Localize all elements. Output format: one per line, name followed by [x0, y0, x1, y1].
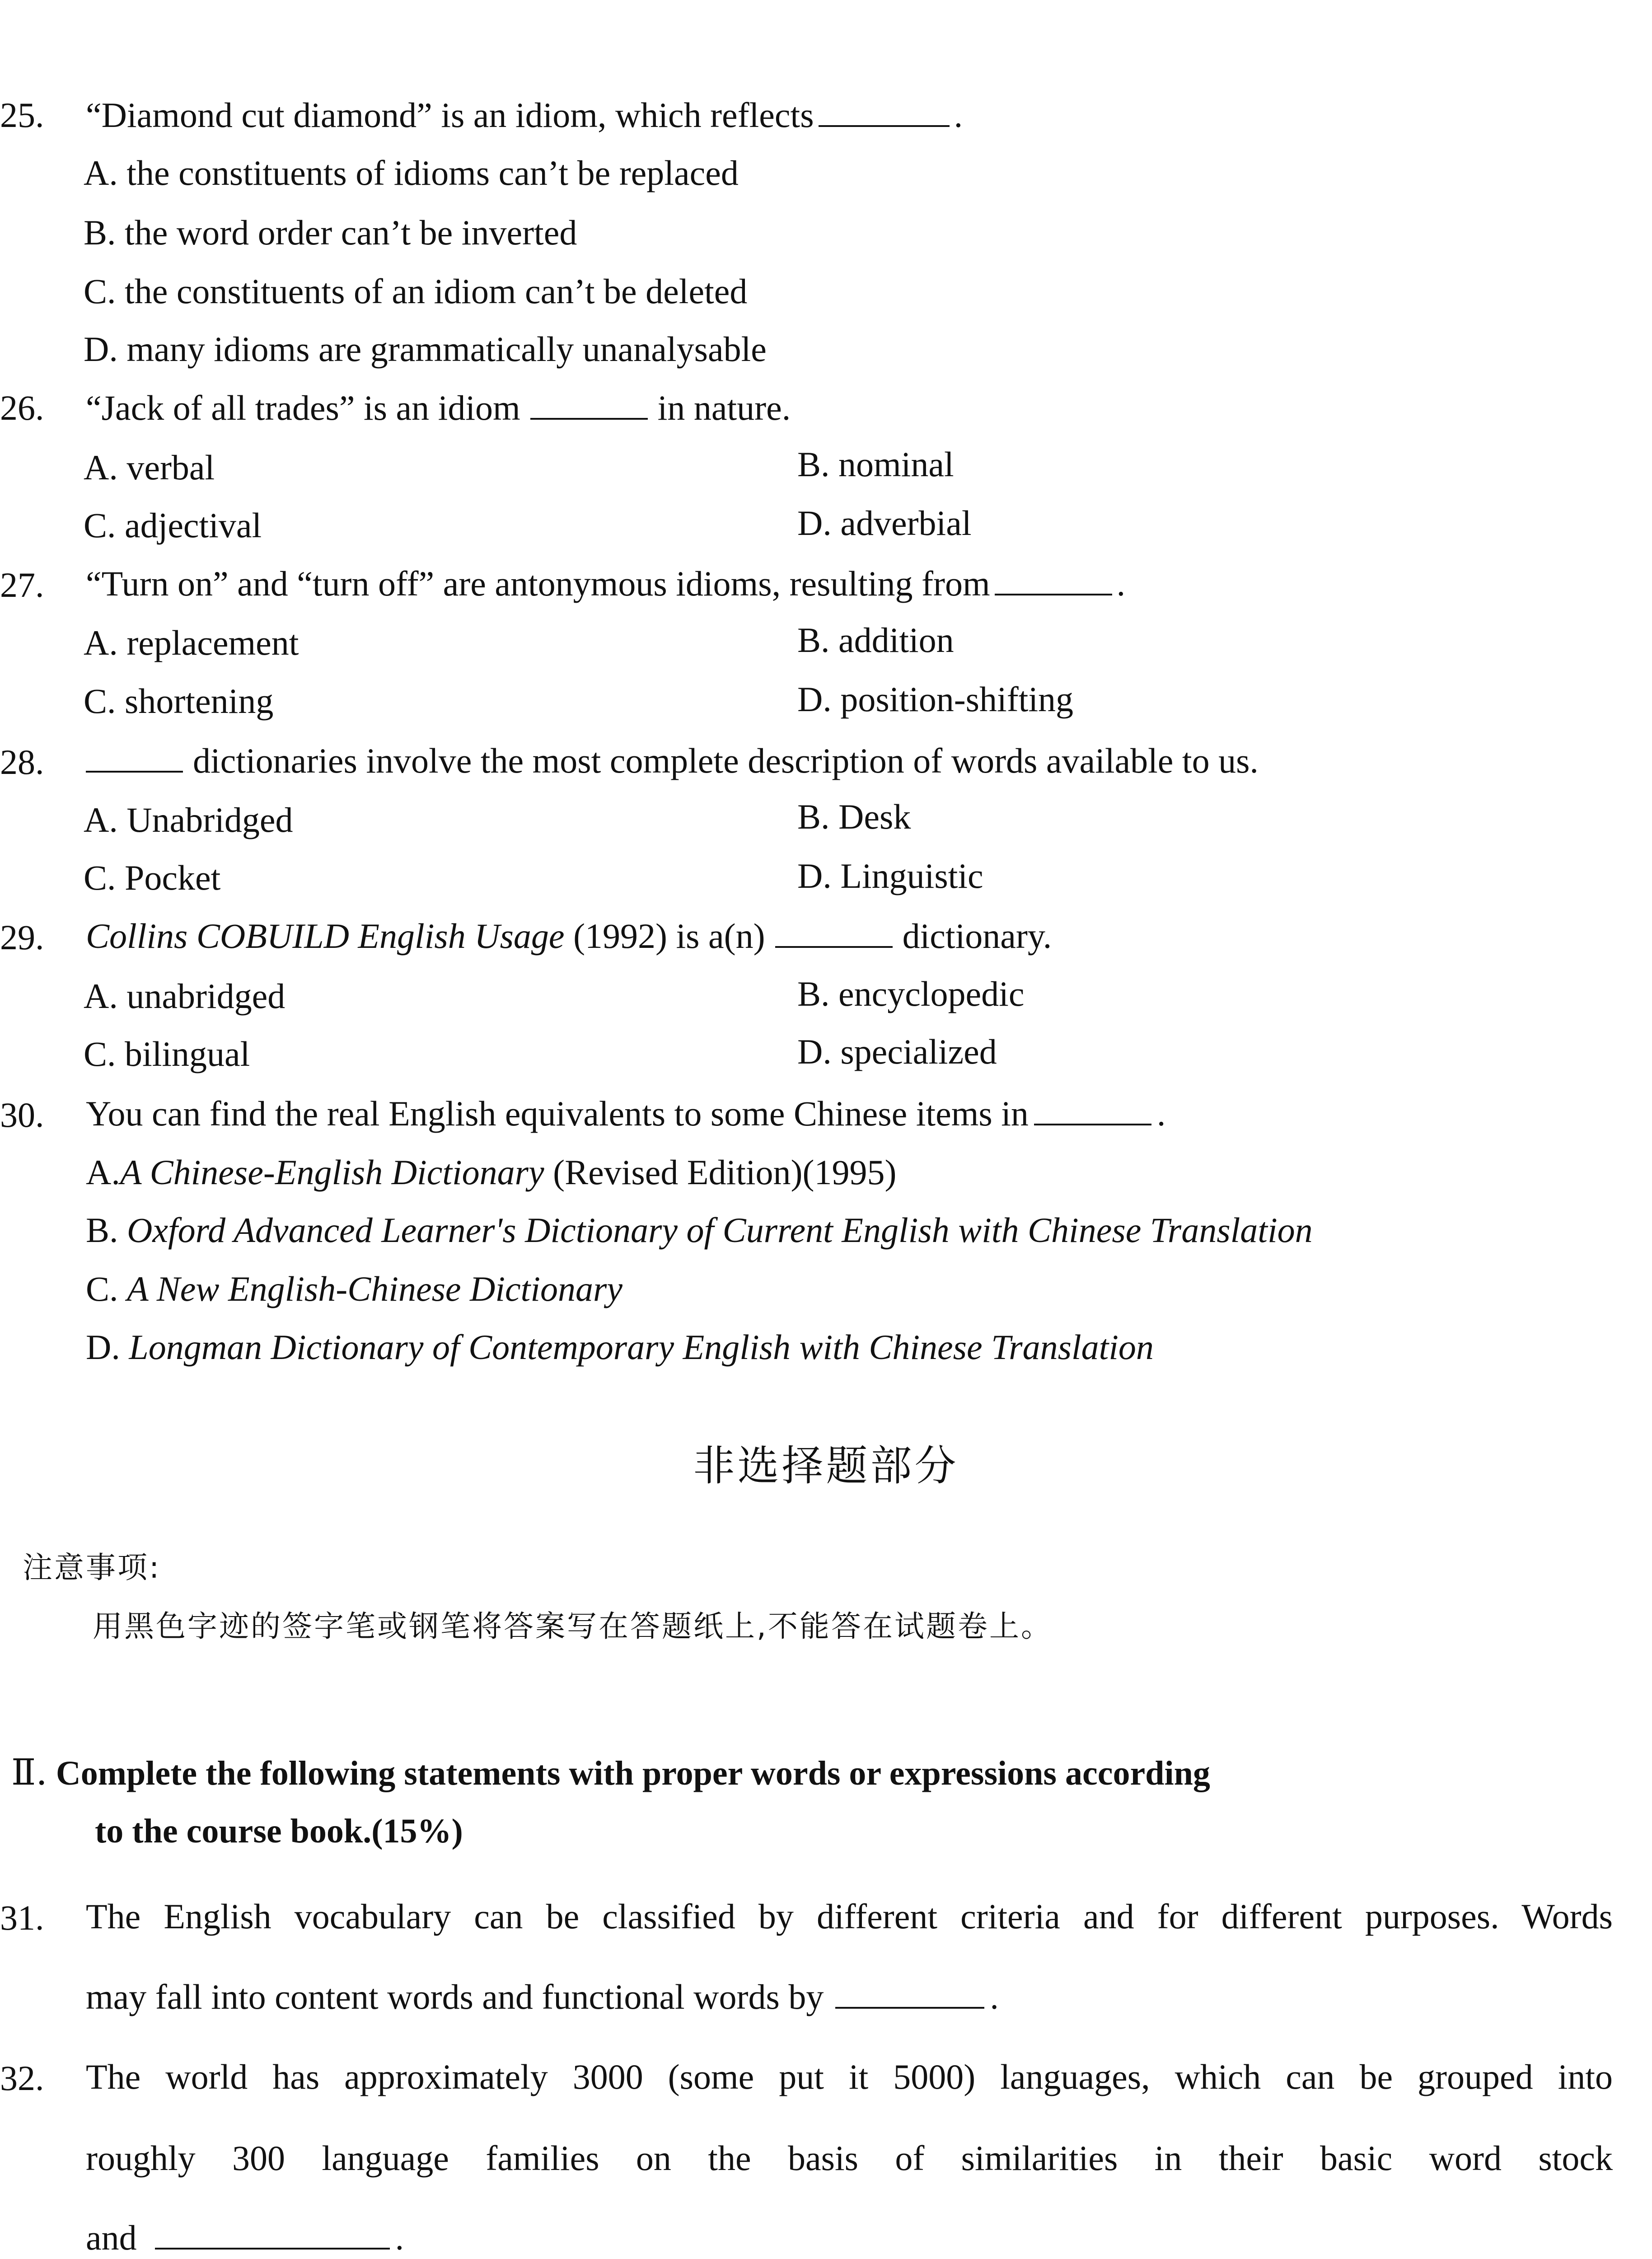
option-letter: B.: [86, 1210, 118, 1250]
question-31-number: 31.: [0, 1898, 44, 1937]
question-30-stem-text: You can find the real English equivalents to some Chinese items in: [86, 1094, 1029, 1133]
question-25-option-a: A. the constituents of idioms can’t be replaced: [84, 153, 739, 192]
question-32-line-1: The world has approximately 3000 (some put it 5000) languages, which can be grouped into: [86, 2057, 1613, 2096]
question-30-option-b: [86, 1208, 1313, 1253]
section-title: 非选择题部分: [693, 1442, 959, 1490]
question-25-number: 25.: [0, 95, 44, 135]
question-25-stem-end: .: [954, 95, 963, 135]
question-26-stem-text: “Jack of all trades” is an idiom: [86, 388, 520, 427]
question-28-option-a: A. Unabridged: [84, 800, 293, 839]
question-31-line-1: The English vocabulary can be classified by different criteria and for different purposes. Words: [86, 1897, 1613, 1936]
question-30-number: 30.: [0, 1095, 44, 1134]
question-26-option-b: B. nominal: [797, 445, 954, 484]
question-29-book-title: Collins COBUILD English Usage: [86, 916, 565, 956]
question-26-number: 26.: [0, 388, 44, 427]
option-letter: D.: [86, 1327, 120, 1367]
question-27-stem-end: .: [1116, 564, 1126, 603]
question-29-option-b: B. encyclopedic: [797, 974, 1025, 1013]
answer-blank: [155, 2220, 390, 2250]
question-26-option-a: A. verbal: [84, 448, 215, 487]
answer-blank: [995, 566, 1112, 595]
question-28-option-d: D. Linguistic: [797, 856, 983, 895]
question-30-option-d: [86, 1325, 1154, 1370]
question-31-line-2: [86, 1974, 999, 2020]
question-27-stem-text: “Turn on” and “turn off” are antonymous idioms, resulting from: [86, 564, 990, 603]
question-28-stem-text: dictionaries involve the most complete description of words available to us.: [193, 741, 1259, 780]
question-31-end: .: [990, 1977, 999, 2016]
question-30-option-c: [86, 1266, 622, 1312]
question-25-stem-text: “Diamond cut diamond” is an idiom, which reflects: [86, 95, 814, 135]
question-25-option-b: B. the word order can’t be inverted: [84, 213, 577, 252]
question-28-stem: [86, 738, 1259, 783]
question-29-stem-mid: (1992) is a(n): [573, 916, 765, 956]
question-25-option-d: D. many idioms are grammatically unanalysable: [84, 329, 767, 369]
question-28-option-b: B. Desk: [797, 797, 911, 836]
question-28-option-c: C. Pocket: [84, 858, 221, 897]
question-32-number: 32.: [0, 2058, 44, 2098]
question-27-option-c: C. shortening: [84, 681, 274, 721]
answer-blank: [1034, 1096, 1151, 1125]
question-30-option-d-title: Longman Dictionary of Contemporary English with Chinese Translation: [129, 1327, 1154, 1367]
answer-blank: [835, 1979, 984, 2009]
question-30-stem: [86, 1091, 1165, 1136]
question-27-option-b: B. addition: [797, 620, 954, 660]
answer-blank: [86, 743, 183, 773]
answer-blank: [775, 918, 893, 948]
question-32-line-3-text: and: [86, 2218, 137, 2257]
question-27-option-d: D. position-shifting: [797, 680, 1074, 719]
question-26-stem: [86, 385, 791, 431]
question-30-stem-end: .: [1156, 1094, 1166, 1133]
question-30-option-a-title: A Chinese-English Dictionary: [120, 1153, 544, 1192]
question-27-option-a: A. replacement: [84, 623, 299, 662]
question-26-option-d: D. adverbial: [797, 503, 972, 543]
question-27-number: 27.: [0, 565, 44, 605]
answer-blank: [819, 97, 950, 127]
question-32-line-2: roughly 300 language families on the basis of similarities in their basic word stock: [86, 2138, 1613, 2178]
question-27-stem: [86, 561, 1125, 606]
question-29-option-d: D. specialized: [797, 1032, 997, 1071]
question-31-line-2-text: may fall into content words and functional words by: [86, 1977, 824, 2016]
question-30-option-c-title: A New English-Chinese Dictionary: [127, 1269, 622, 1308]
part-2-numeral: Ⅱ.: [11, 1751, 47, 1793]
question-28-number: 28.: [0, 742, 44, 782]
question-29-stem-end: dictionary.: [902, 916, 1052, 956]
option-letter: A.: [86, 1153, 120, 1192]
question-32-end: .: [395, 2218, 404, 2257]
question-29-option-a: A. unabridged: [84, 976, 285, 1016]
part-2-heading: [11, 1750, 1210, 1796]
answer-blank: [530, 390, 648, 420]
question-25-option-c: C. the constituents of an idiom can’t be deleted: [84, 272, 748, 311]
question-30-option-a-rest: (Revised Edition)(1995): [553, 1153, 897, 1192]
question-29-stem: [86, 914, 1052, 959]
notice-text: 用黑色字迹的签字笔或钢笔将答案写在答题纸上,不能答在试题卷上。: [93, 1609, 1053, 1644]
part-2-instruction-line-2: to the course book.(15%): [95, 1812, 463, 1850]
question-32-line-3: [86, 2215, 404, 2259]
question-25-stem: [86, 93, 963, 138]
question-26-stem-end: in nature.: [657, 388, 791, 427]
part-2-instruction-line-1: Complete the following statements with proper words or expressions according: [56, 1754, 1210, 1792]
option-letter: C.: [86, 1269, 118, 1308]
question-29-option-c: C. bilingual: [84, 1034, 250, 1073]
question-29-number: 29.: [0, 918, 44, 957]
question-26-option-c: C. adjectival: [84, 506, 262, 545]
notice-label: 注意事项:: [23, 1550, 161, 1585]
question-30-option-b-title: Oxford Advanced Learner's Dictionary of Current English with Chinese Translation: [127, 1210, 1313, 1250]
question-30-option-a: [86, 1150, 896, 1195]
